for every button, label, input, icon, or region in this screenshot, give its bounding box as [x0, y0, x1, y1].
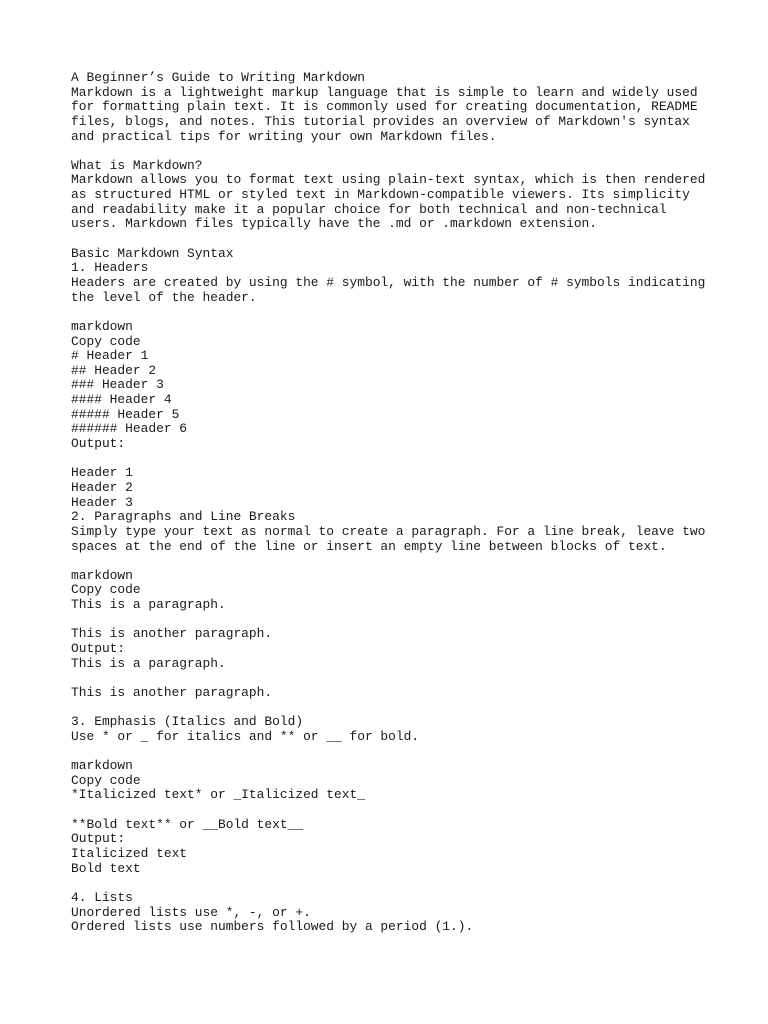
output-line: Header 1	[71, 465, 133, 481]
body-line: Ordered lists use numbers followed by a period (1.).	[71, 919, 474, 935]
output-line: Header 2	[71, 479, 133, 495]
intro-line: Markdown is a lightweight markup language that is simple to learn and widely used	[71, 84, 698, 100]
copy-code-label: Copy code	[71, 582, 141, 598]
intro-line: files, blogs, and notes. This tutorial provides an overview of Markdown's syntax	[71, 113, 690, 129]
body-line: and readability make it a popular choice for both technical and non-technical	[71, 201, 667, 217]
blank-line	[71, 554, 731, 569]
body-line: Use * or _ for italics and ** or __ for bold.	[71, 728, 420, 744]
subheading-paragraphs: 2. Paragraphs and Line Breaks	[71, 509, 296, 525]
code-language-label: markdown	[71, 567, 133, 583]
blank-line	[71, 701, 731, 716]
blank-line	[71, 144, 731, 159]
code-line: This is a paragraph.	[71, 597, 226, 613]
body-line: users. Markdown files typically have the .md or .markdown extension.	[71, 216, 598, 232]
section-heading-basic-syntax: Basic Markdown Syntax	[71, 245, 234, 261]
output-label: Output:	[71, 640, 126, 656]
output-line: Header 3	[71, 494, 133, 510]
blank-line	[71, 232, 731, 247]
body-line: Unordered lists use *, -, or +.	[71, 904, 311, 920]
code-language-label: markdown	[71, 758, 133, 774]
body-line: as structured HTML or styled text in Markdown-compatible viewers. Its simplicity	[71, 187, 690, 203]
subheading-headers: 1. Headers	[71, 260, 149, 276]
code-line: *Italicized text* or _Italicized text_	[71, 787, 365, 803]
code-line: ###### Header 6	[71, 421, 188, 437]
copy-code-label: Copy code	[71, 772, 141, 788]
code-line: ##### Header 5	[71, 406, 180, 422]
code-language-label: markdown	[71, 318, 133, 334]
document-page	[71, 71, 731, 935]
output-line: Italicized text	[71, 845, 188, 861]
blank-line	[71, 876, 731, 891]
blank-line	[71, 744, 731, 759]
blank-line	[71, 305, 731, 320]
output-line: This is another paragraph.	[71, 684, 273, 700]
body-line: spaces at the end of the line or insert an empty line between blocks of text.	[71, 538, 667, 554]
blank-line	[71, 613, 731, 628]
code-line: # Header 1	[71, 348, 149, 364]
body-line: Headers are created by using the # symbol, with the number of # symbols indicating	[71, 274, 706, 290]
output-line: Bold text	[71, 860, 141, 876]
code-line: ## Header 2	[71, 362, 157, 378]
intro-line: for formatting plain text. It is commonly used for creating documentation, README	[71, 99, 698, 115]
copy-code-label: Copy code	[71, 333, 141, 349]
output-line: This is a paragraph.	[71, 655, 226, 671]
body-line: Markdown allows you to format text using plain-text syntax, which is then rendered	[71, 172, 706, 188]
blank-line	[71, 452, 731, 467]
code-line: **Bold text** or __Bold text__	[71, 816, 304, 832]
subheading-lists: 4. Lists	[71, 889, 133, 905]
intro-line: and practical tips for writing your own Markdown files.	[71, 128, 497, 144]
blank-line	[71, 803, 731, 818]
body-line: the level of the header.	[71, 289, 257, 305]
code-line: #### Header 4	[71, 392, 172, 408]
output-label: Output:	[71, 436, 126, 452]
body-line: Simply type your text as normal to create a paragraph. For a line break, leave two	[71, 523, 706, 539]
subheading-emphasis: 3. Emphasis (Italics and Bold)	[71, 714, 304, 730]
code-line: This is another paragraph.	[71, 626, 273, 642]
blank-line	[71, 671, 731, 686]
doc-title: A Beginner’s Guide to Writing Markdown	[71, 70, 365, 85]
section-heading-what-is-markdown: What is Markdown?	[71, 157, 203, 173]
output-label: Output:	[71, 831, 126, 847]
code-line: ### Header 3	[71, 377, 164, 393]
